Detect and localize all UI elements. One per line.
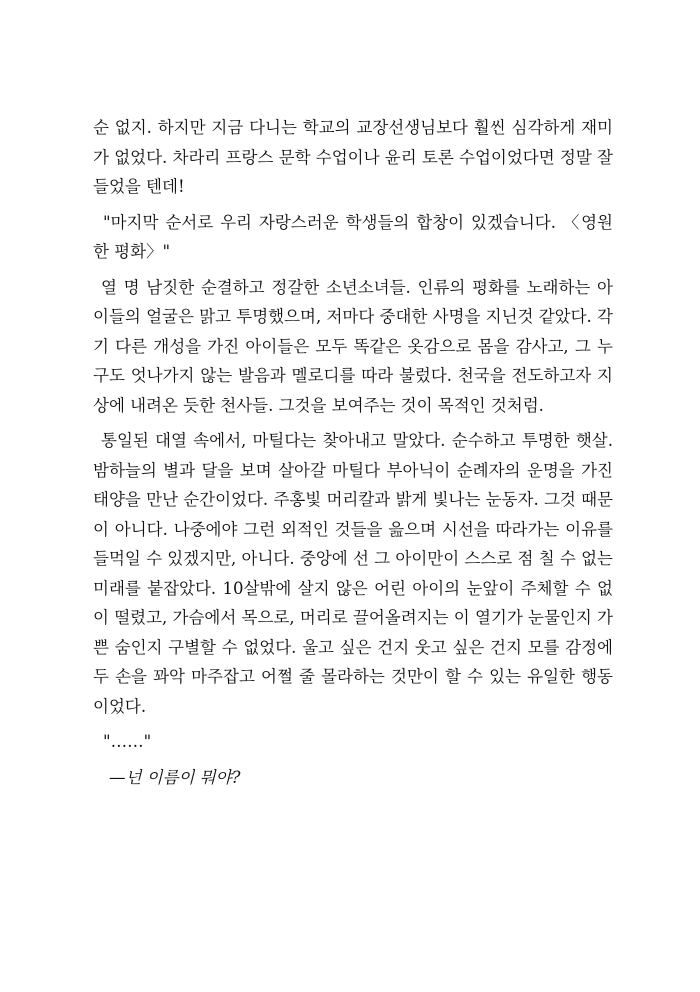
- paragraph-4: 통일된 대열 속에서, 마틸다는 찾아내고 말았다. 순수하고 투명한 햇살. 밤하늘의 별과 달을 보며 살아갈 마틸다 부아닉이 순례자의 운명을 가진 태양을 만난 순간이었다. 주홍빛 머리칼과 밝게 빛나는 눈동자. 그것 때문이 아니다. 나중에야 그런 외적인 것들을 읊으며 시선을 따라가는 이유를 들먹일 수 있겠지만, 아니다. 중앙에 선 그 아이만이 스스로 점 칠 수 없는 미래를 붙잡았다. 10살밖에 살지 않은 어린 아이의 눈앞이 주체할 수 없이 떨렸고, 가슴에서 목으로, 머리로 끌어올려지는 이 열기가 눈물인지 가쁜 숨인지 구별할 수 없었다. 울고 싶은 건지 웃고 싶은 건지 모를 감정에 두 손을 꽈악 마주잡고 어쩔 줄 몰라하는 것만이 할 수 있는 유일한 행동이었다.: [93, 431, 613, 716]
- paragraph-5-dialog: "……": [103, 732, 152, 751]
- paragraph-3: 열 명 남짓한 순결하고 정갈한 소년소녀들. 인류의 평화를 노래하는 아이들의 얼굴은 맑고 투명했으며, 저마다 중대한 사명을 지닌것 같았다. 각기 다른 개성을 가진 아이들은 모두 똑같은 옷감으로 몸을 감사고, 그 누구도 엇나가지 않는 발음과 멜로디를 따라 불렀다. 천국을 전도하고자 지상에 내려온 듯한 천사들. 그것을 보여주는 것이 목적인 것처럼.: [93, 277, 613, 415]
- paragraph-1: 순 없지. 하지만 지금 다니는 학교의 교장선생님보다 훨씬 심각하게 재미가 없었다. 차라리 프랑스 문학 수업이나 윤리 토론 수업이었다면 정말 잘 들었을 텐데!: [93, 118, 613, 196]
- body-text: [93, 113, 613, 798]
- paragraph-2-dialog: "마지막 순서로 우리 자랑스러운 학생들의 합창이 있겠습니다. 〈영원한 평화〉": [93, 212, 613, 261]
- paragraph-6-italic: —넌 이름이 뭐야?: [109, 767, 241, 787]
